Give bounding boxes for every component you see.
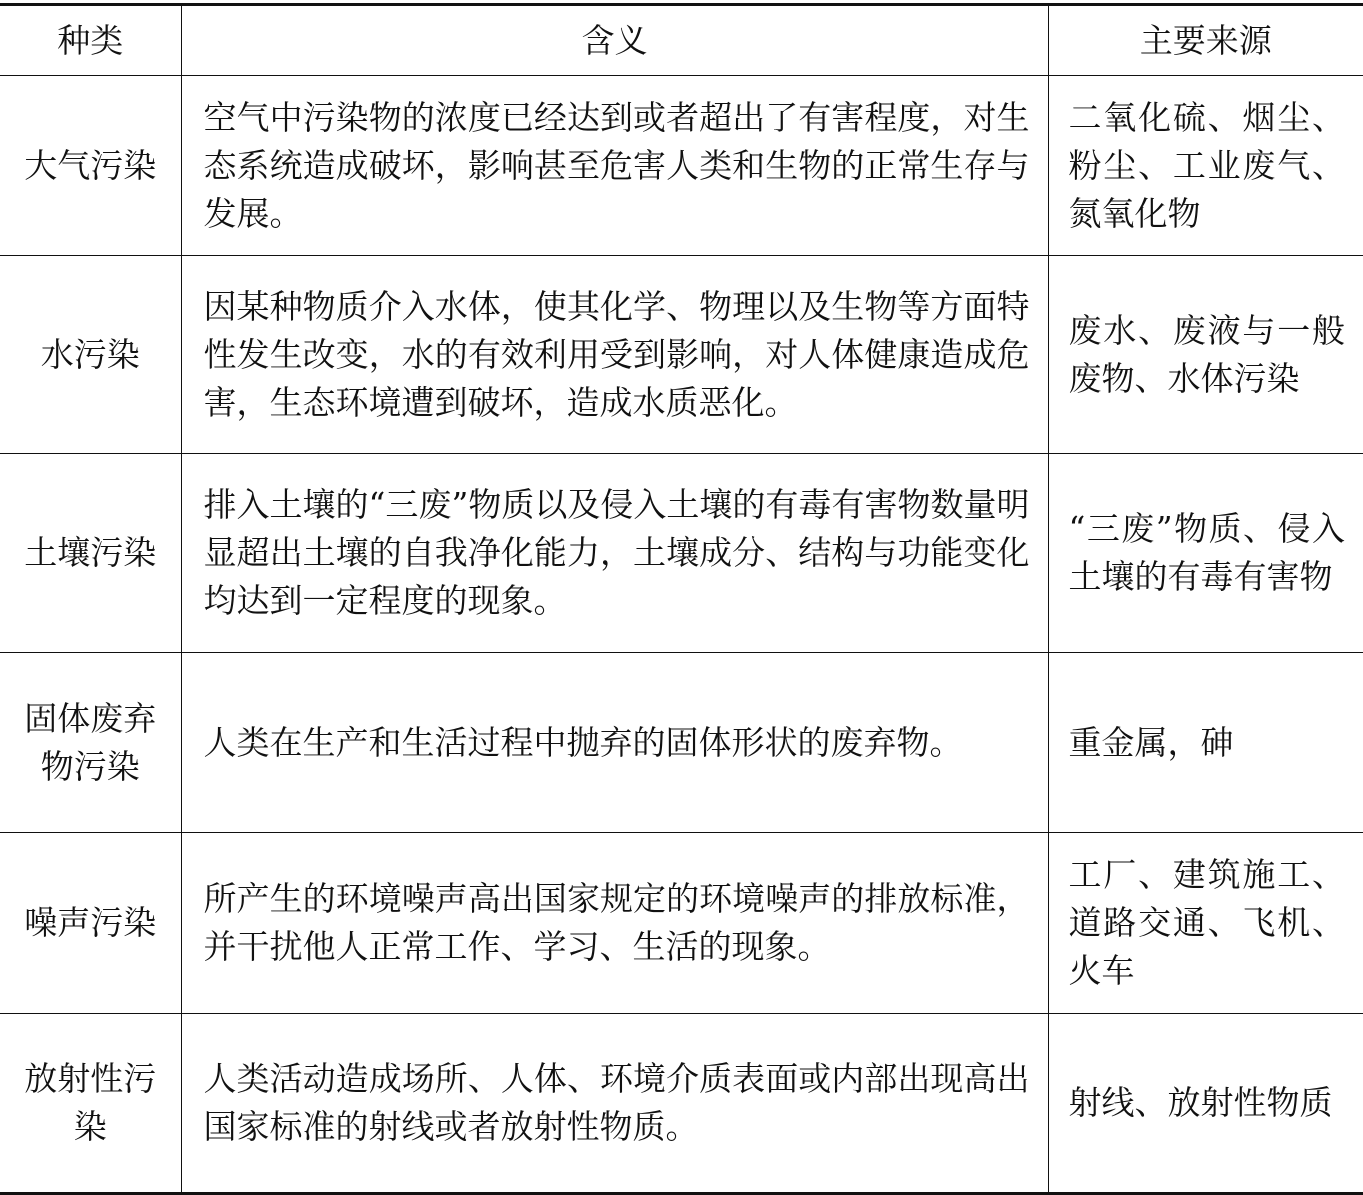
header-meaning: 含义 [181,5,1048,76]
header-kind: 种类 [0,5,181,76]
cell-source: 射线、放射性物质 [1048,1014,1363,1194]
cell-kind: 放射性污染 [0,1014,181,1194]
cell-meaning: 因某种物质介入水体，使其化学、物理以及生物等方面特性发生改变，水的有效利用受到影响，对人体健康造成危害，生态环境遭到破坏，造成水质恶化。 [181,256,1048,454]
cell-kind: 水污染 [0,256,181,454]
cell-meaning: 所产生的环境噪声高出国家规定的环境噪声的排放标准，并干扰他人正常工作、学习、生活的现象。 [181,833,1048,1014]
table-row [0,1014,1363,1194]
table-row [0,454,1363,653]
cell-meaning: 排入土壤的“三废”物质以及侵入土壤的有毒有害物数量明显超出土壤的自我净化能力，土壤成分、结构与功能变化均达到一定程度的现象。 [181,454,1048,653]
pollution-types-table [0,3,1363,1195]
header-source: 主要来源 [1048,5,1363,76]
cell-source: 二氧化硫、烟尘、粉尘、工业废气、氮氧化物 [1048,76,1363,256]
cell-kind: 大气污染 [0,76,181,256]
cell-source: 重金属，砷 [1048,653,1363,833]
cell-meaning: 人类在生产和生活过程中抛弃的固体形状的废弃物。 [181,653,1048,833]
cell-source: 工厂、建筑施工、道路交通、飞机、火车 [1048,833,1363,1014]
cell-meaning: 空气中污染物的浓度已经达到或者超出了有害程度，对生态系统造成破坏，影响甚至危害人类和生物的正常生存与发展。 [181,76,1048,256]
table-row [0,833,1363,1014]
cell-meaning: 人类活动造成场所、人体、环境介质表面或内部出现高出国家标准的射线或者放射性物质。 [181,1014,1048,1194]
table-row [0,653,1363,833]
table-row [0,76,1363,256]
table-row [0,256,1363,454]
cell-source: “三废”物质、侵入土壤的有毒有害物 [1048,454,1363,653]
header-row [0,5,1363,76]
cell-kind: 土壤污染 [0,454,181,653]
cell-kind: 固体废弃物污染 [0,653,181,833]
cell-source: 废水、废液与一般废物、水体污染 [1048,256,1363,454]
cell-kind: 噪声污染 [0,833,181,1014]
